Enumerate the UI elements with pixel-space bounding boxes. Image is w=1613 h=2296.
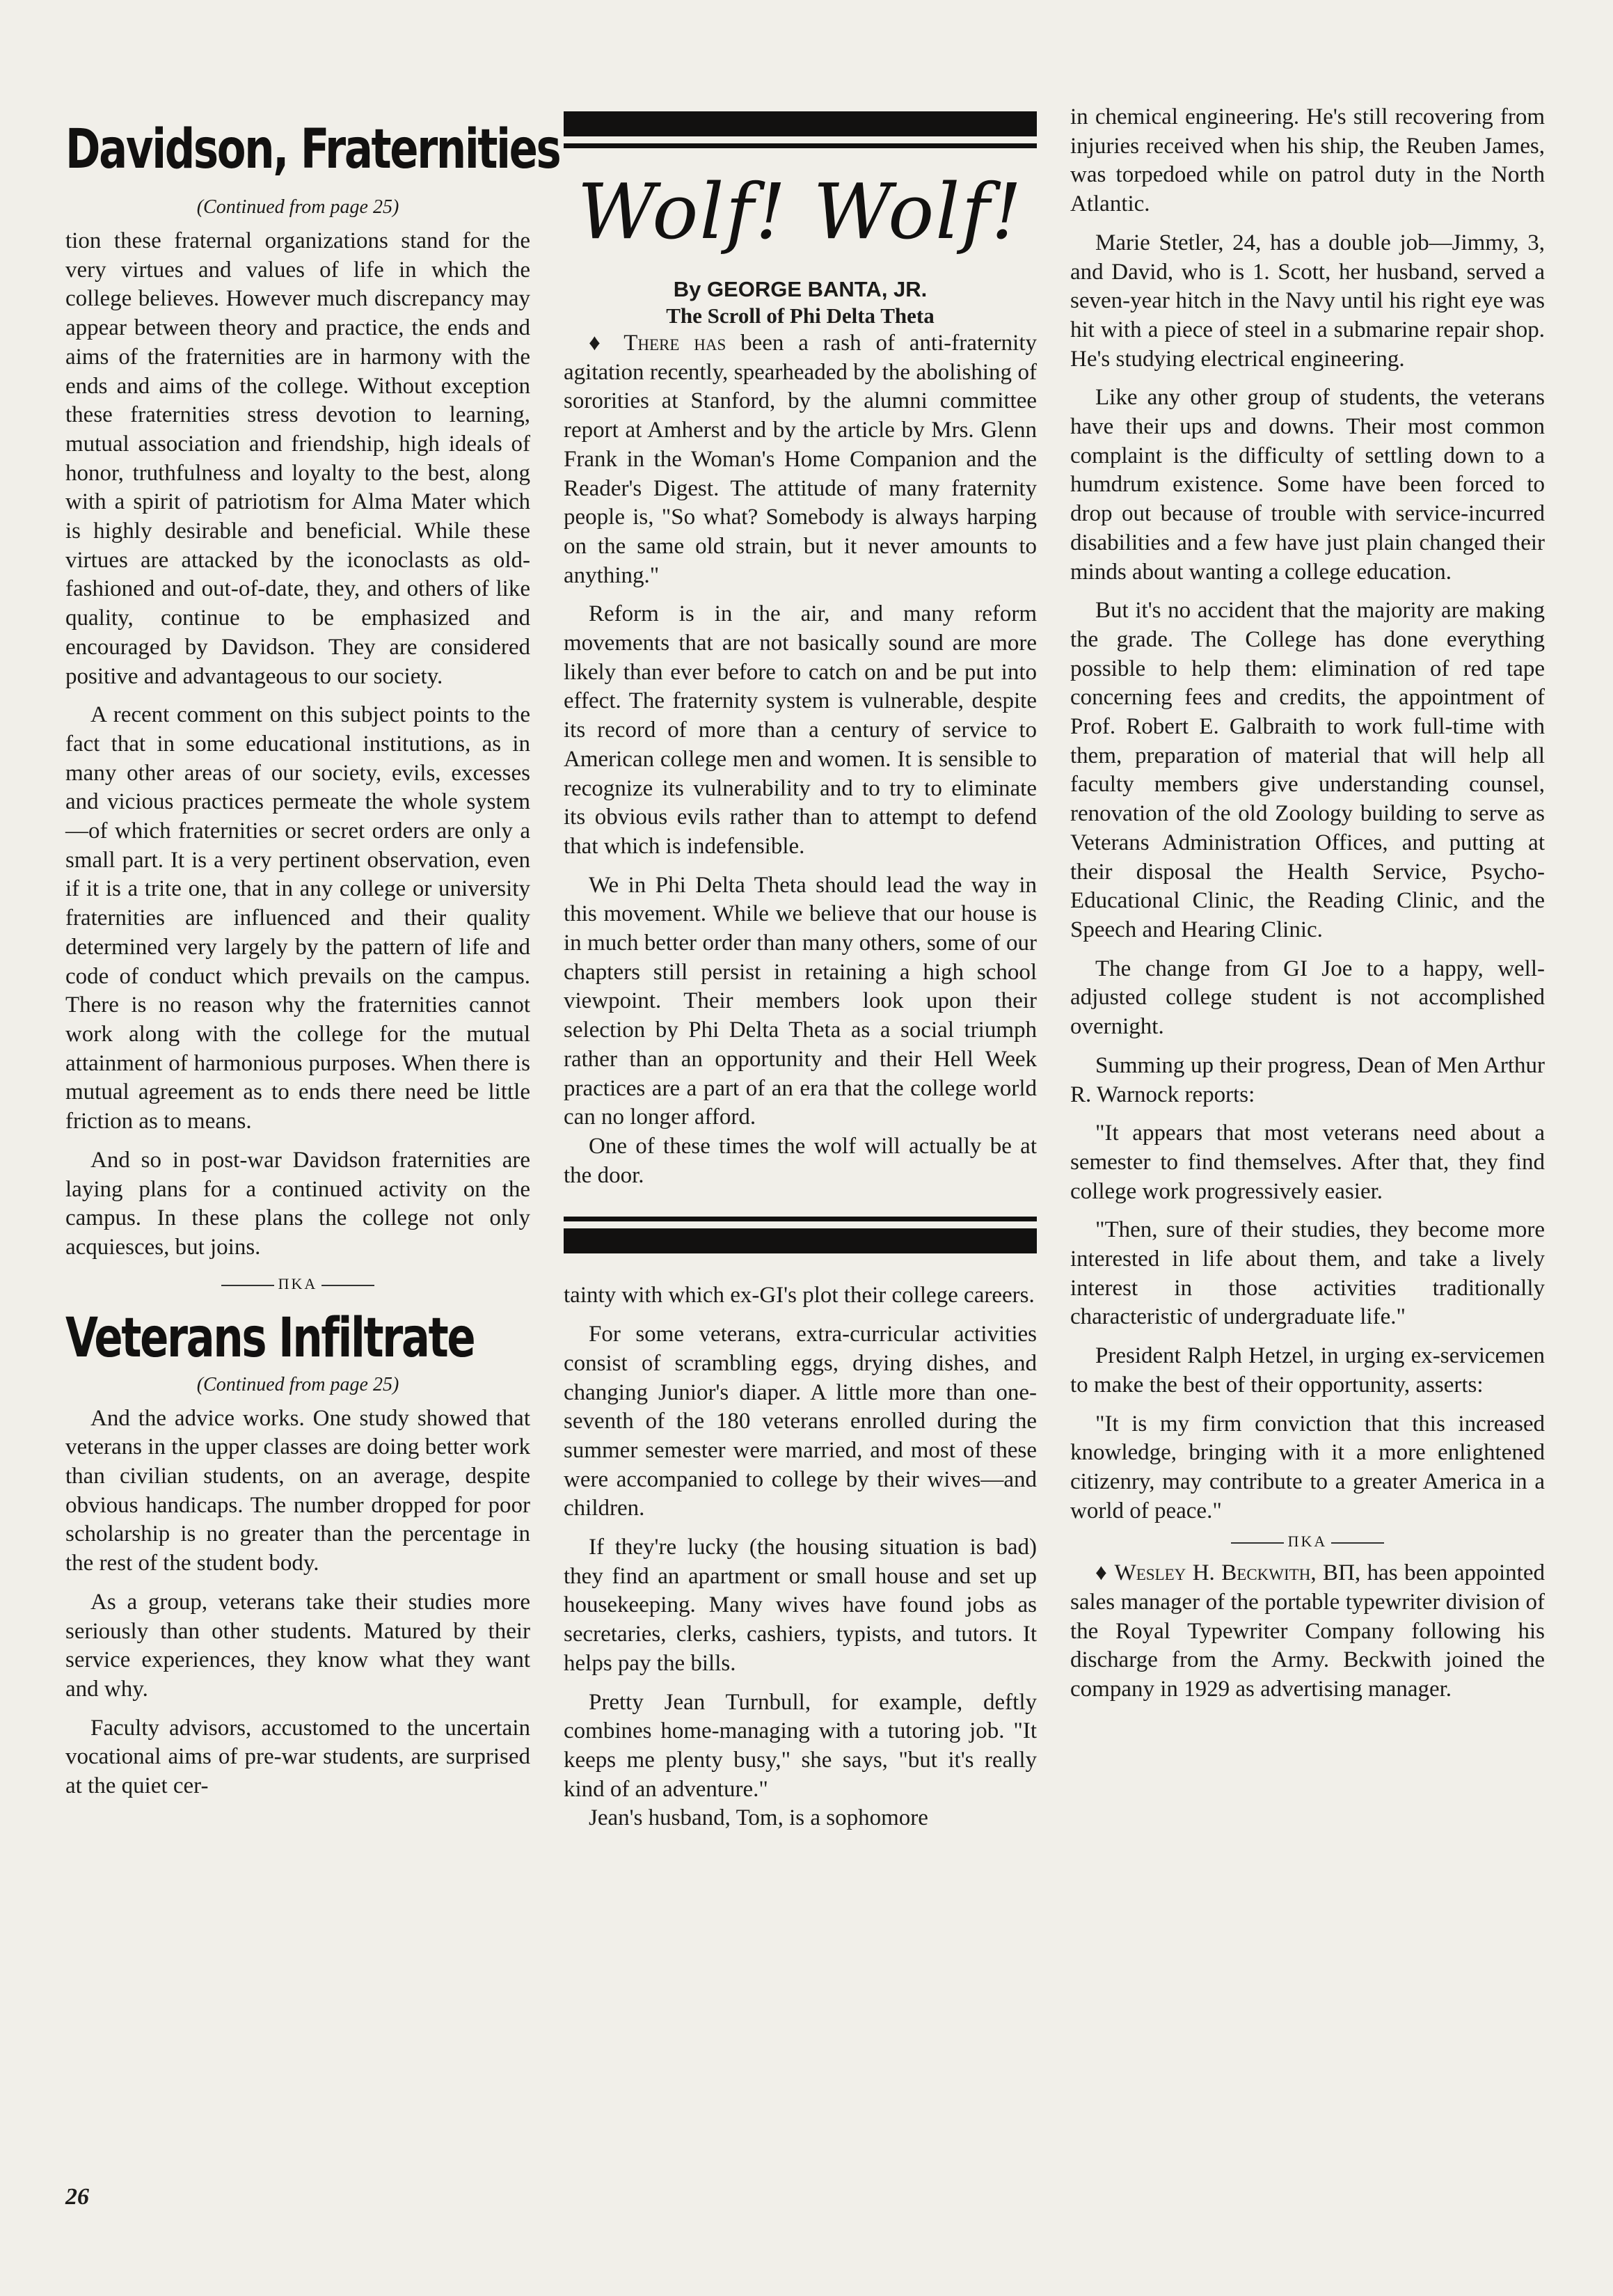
headline-davidson-fraternities: Davidson, Fraternities — [65, 118, 560, 181]
paragraph: Marie Stetler, 24, has a double job—Jimmy, 3, and David, who is 1. Scott, her husband, served a seven-year hitch in the Navy until his right eye was hit with a piece of steel in a submarine repair shop. He's studying electrical engineering. — [1070, 230, 1545, 372]
paragraph: For some veterans, extra-curricular activities consist of scrambling eggs, drying dishes, and changing Junior's diaper. A little more than one-seventh of the 180 veterans enrolled during the summer semester were married, and most of these were accompanied to college by their wives—and children. — [564, 1322, 1037, 1521]
section-divider: ΠKA — [1070, 1533, 1545, 1551]
continued-note: (Continued from page 25) — [196, 1373, 399, 1395]
paragraph: Reform is in the air, and many reform movements that are not basically sound are more likely than ever before to catch on and be put into effect. The fraternity system is vulnerable, despite its record of more than a century of service to American college men and women. It is sensible to recognize its vulnerability and to try to eliminate its obvious evils rather than to attempt to defend that which is indefensible. — [564, 601, 1037, 859]
rule-thin — [564, 143, 1037, 148]
paragraph: And so in post-war Davidson fraternities are laying plans for a continued activity on the campus. In these plans the college not only acquiesces, but joins. — [65, 1147, 530, 1260]
paragraph: If they're lucky (the housing situation is bad) they find an apartment or small house and set up housekeeping. Many wives have found jobs as secretaries, clerks, cashiers, typists, and tutors. It helps pay the bills. — [564, 1535, 1037, 1676]
paragraph: The change from GI Joe to a happy, well-adjusted college student is not accomplished overnight. — [1070, 956, 1545, 1040]
headline-veterans-infiltrate: Veterans Infiltrate — [65, 1306, 475, 1370]
paragraph: "It is my firm conviction that this increased knowledge, bringing with it a more enlightened citizenry, may contribute to a greater America in a world of peace." — [1070, 1411, 1545, 1523]
rule-thin — [564, 1217, 1037, 1221]
rule-thick — [564, 1228, 1037, 1253]
paragraph: As a group, veterans take their studies more seriously than other students. Matured by their service experiences, they know what they want and why. — [65, 1589, 530, 1702]
byline-source: The Scroll of Phi Delta Theta — [666, 303, 935, 328]
paragraph: Summing up their progress, Dean of Men Arthur R. Warnock reports: — [1070, 1052, 1545, 1107]
paragraph: Pretty Jean Turnbull, for example, deftly combines home-managing with a tutoring job. "It keeps me plenty busy," she says, "but it's really kind of an adventure." — [564, 1689, 1037, 1802]
paragraph: A recent comment on this subject points to the fact that in some educational institutions, as in many other areas of our society, evils, excesses and vicious practices permeate the whole system—of which fraternities or secret orders are only a small part. It is a very pertinent observation, even if it is a trite one, that in any college or university fraternities are influenced and their quality determined very largely by the pattern of life and code of conduct which prevails on the campus. There is no reason why the fraternities cannot work along with the college for the mutual attainment of harmonious purposes. When there is mutual agreement as to ends there need be little friction as to means. — [65, 702, 530, 1134]
continued-note: (Continued from page 25) — [196, 196, 399, 218]
paragraph: And the advice works. One study showed that veterans in the upper classes are doing better work than civilian students, on an average, despite obvious handicaps. The number dropped for poor scholarship is no greater than the percentage in the rest of the student body. — [65, 1405, 530, 1576]
article-title: Wolf! Wolf! — [577, 167, 1024, 256]
paragraph: tainty with which ex-GI's plot their college careers. — [564, 1283, 1035, 1308]
paragraph: tion these fraternal organizations stand for the very virtues and values of life in which the college believes. However much discrepancy may appear between theory and practice, the ends and aims of the fraternities are in harmony with the ends and aims of the college. Without exception these fraternities stress devotion to learning, mutual association and friendship, high ideals of honor, truthfulness and loyalty to the best, along with a spirit of patriotism for Alma Mater which is highly desirable and beneficial. While these virtues are attacked by the iconoclasts as old-fashioned and out-of-date, they, and others of like quality, continue to be emphasized and encouraged by Davidson. They are considered positive and advantageous to our society. — [65, 228, 530, 689]
paragraph: "It appears that most veterans need about a semester to find themselves. After that, they find college work progressively easier. — [1070, 1121, 1545, 1204]
paragraph: One of these times the wolf will actually be at the door. — [564, 1133, 1037, 1188]
paragraph: President Ralph Hetzel, in urging ex-servicemen to make the best of their opportunity, asserts: — [1070, 1343, 1545, 1398]
column-2 — [564, 0, 1037, 1833]
page-number: 26 — [65, 2184, 89, 2210]
paragraph-lead: ♦ There has been a rash of anti-fraternity agitation recently, spearheaded by the abolishing of sororities at Stanford, by the alumni committee report at Amherst and by the article by Mrs. Glenn Frank in the Woman's Home Companion and the Reader's Digest. The attitude of many fraternity people is, "So what? Somebody is always harping on the same old strain, but it never amounts to anything." — [564, 331, 1038, 588]
rule-thick — [564, 111, 1037, 136]
paragraph-lead: ♦ Wesley H. Beckwith, BΠ, has been appointed sales manager of the portable typewriter division of the Royal Typewriter Company following his discharge from the Army. Beckwith joined the company in 1929 as advertising manager. — [1070, 1560, 1545, 1702]
column-1 — [65, 0, 560, 1801]
section-divider: ΠKA — [65, 1275, 530, 1293]
paragraph: in chemical engineering. He's still recovering from injuries received when his ship, the Reuben James, was torpedoed while on patrol duty in the North Atlantic. — [1070, 104, 1545, 217]
paragraph: But it's no accident that the majority are making the grade. The College has done everything possible to help them: elimination of red tape concerning fees and credits, the appointment of Prof. Robert E. Galbraith to work full-time with them, preparation of material that will help all faculty members give understanding counsel, renovation of the old Zoology building to serve as Veterans Administration Offices, and putting at their disposal the Health Service, Psycho-Educational Clinic, the Reading Clinic, and the Speech and Hearing Clinic. — [1070, 598, 1545, 942]
byline-author: By GEORGE BANTA, JR. — [673, 277, 928, 301]
paragraph: "Then, sure of their studies, they become more interested in life about them, and take a lively interest in those activities traditionally characteristic of undergraduate life." — [1070, 1217, 1545, 1330]
paragraph: We in Phi Delta Theta should lead the way in this movement. While we believe that our house is in much better order than many others, some of our chapters still persist in retaining a high school viewpoint. Their members look upon their selection by Phi Delta Theta as a social triumph rather than an opportunity and their Hell Week practices are a part of an era that the college world can no longer afford. — [564, 872, 1037, 1130]
paragraph: Faculty advisors, accustomed to the uncertain vocational aims of pre-war students, are surprised at the quiet cer- — [65, 1715, 530, 1799]
paragraph: Like any other group of students, the veterans have their ups and downs. Their most common complaint is the difficulty of settling down to a humdrum existence. Some have been forced to drop out because of trouble with service-incurred disabilities and a few have just plain changed their minds about wanting a college education. — [1070, 385, 1545, 585]
column-3 — [1070, 0, 1545, 1704]
paragraph: Jean's husband, Tom, is a sophomore — [589, 1805, 928, 1831]
